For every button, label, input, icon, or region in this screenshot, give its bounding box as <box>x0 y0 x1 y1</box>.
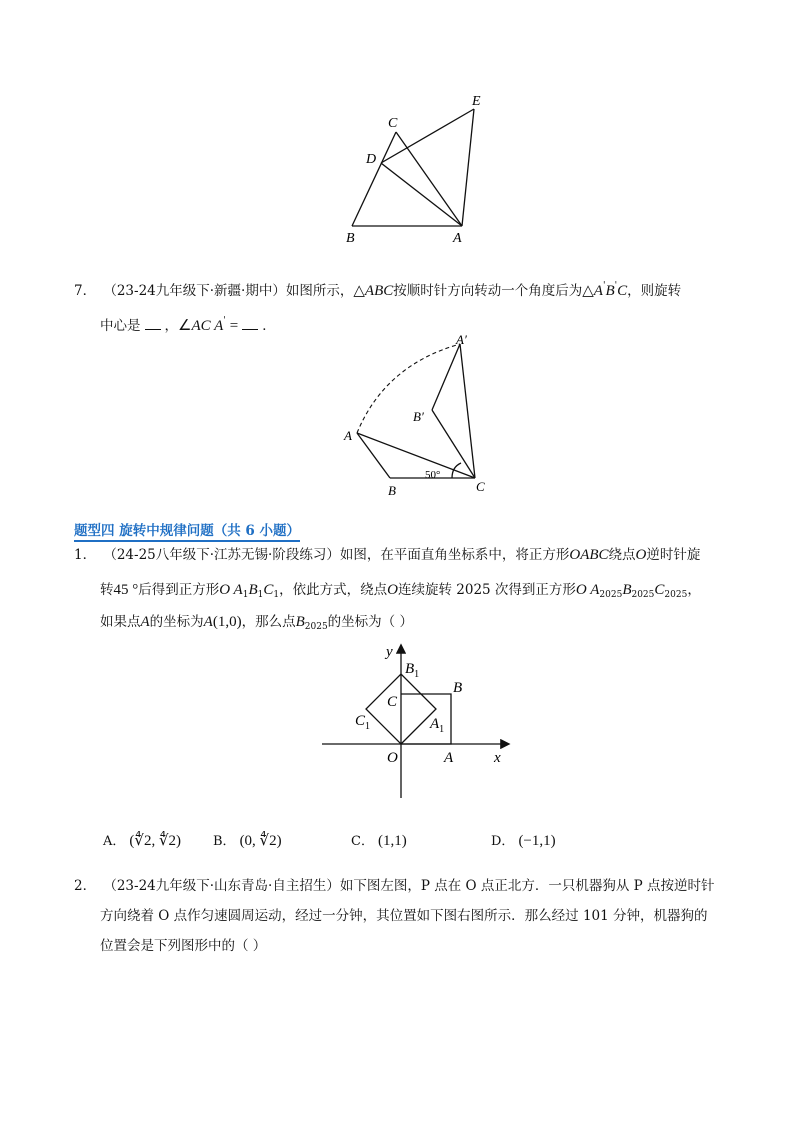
option-letter: C． <box>351 834 374 849</box>
label-x: x <box>494 750 501 766</box>
question-text: 的坐标为（ ） <box>327 614 413 630</box>
segment-b-c <box>352 132 396 226</box>
label-a: A <box>344 428 352 443</box>
question-text: 后得到正方形 <box>138 582 220 598</box>
math-oa: O A <box>219 582 243 598</box>
option-value: (1,1) <box>377 833 407 849</box>
question-source: （24-25八年级下·江苏无锡·阶段练习） <box>110 547 340 563</box>
math-a: A <box>140 614 150 630</box>
math-coordinate: (1,0) <box>212 614 242 630</box>
math-b: B <box>248 582 258 598</box>
question-text: ，依此方式，绕点 <box>279 582 388 598</box>
option-value: (0, ∜2) <box>239 833 282 849</box>
question-text: 如图，在平面直角坐标系中，将正方形 <box>339 547 570 563</box>
prime-mark: ' <box>223 316 226 326</box>
triangle-symbol: △ <box>353 283 365 299</box>
question-text: 按顺时针方向转动一个角度后为 <box>393 283 583 299</box>
question-2-line-2: 方向绕着 O 点作匀速圆周运动，经过一分钟，其位置如下图右图所示．那么经过 101 分钟，机器狗的 <box>100 908 708 924</box>
label-b: B <box>388 483 396 498</box>
math-degree: 45 ° <box>113 582 139 598</box>
question-text: 如果点 <box>100 614 141 630</box>
question-1-line-1 <box>74 545 700 565</box>
question-text: （23-24九年级下·山东青岛·自主招生）如下图左图，P 点在 O 点正北方．一只机器狗从 P 点按逆时针 <box>110 878 715 894</box>
figure-rotation-abc <box>330 330 510 500</box>
prime-mark: ' <box>614 281 618 291</box>
figure-coordinate-squares <box>310 640 520 805</box>
question-text: 连续旋转 2025 次得到正方形 <box>397 582 576 598</box>
math-b: B <box>622 582 632 598</box>
label-b1: $B_1$ <box>405 661 420 680</box>
question-7-line-1 <box>74 276 681 301</box>
label-y: y <box>386 644 393 660</box>
option-letter: B． <box>213 834 236 849</box>
question-text: 绕点 <box>608 547 636 563</box>
question-number: 7． <box>74 283 97 299</box>
math-a: A <box>593 283 603 299</box>
question-text: ，则旋转 <box>627 283 682 299</box>
subscript: 2025 <box>631 590 655 600</box>
punct: ， <box>164 318 178 334</box>
subscript: 2025 <box>304 622 328 632</box>
equals-sign: = <box>229 318 239 334</box>
option-letter: D． <box>491 834 515 849</box>
arc-dashed <box>357 344 460 433</box>
triangle-symbol: △ <box>582 283 594 299</box>
label-a: A <box>444 750 454 766</box>
option-value: (∜2, ∜2) <box>129 833 181 849</box>
question-number: 2． <box>74 878 97 894</box>
question-2-line-1 <box>74 876 715 896</box>
angle-symbol: ∠ <box>178 318 192 334</box>
subscript: 1 <box>242 590 249 600</box>
question-text: 逆时针旋 <box>646 547 701 563</box>
question-1-line-2 <box>100 580 701 605</box>
section-title: 题型四 旋转中规律问题（共 6 小题） <box>74 519 300 542</box>
label-c: C <box>387 694 398 710</box>
figure-triangle-cdeba <box>330 90 500 250</box>
segment-a-c <box>357 433 475 478</box>
label-e: E <box>472 94 481 109</box>
question-text: 如图所示， <box>285 283 354 299</box>
question-text: 转 <box>100 582 114 598</box>
subscript: 2025 <box>664 590 688 600</box>
label-a: A <box>453 231 462 246</box>
question-text: 中心是 <box>100 318 141 334</box>
math-oabc: OABC <box>569 547 609 563</box>
label-angle: 50° <box>425 469 441 481</box>
math-a: A <box>203 614 213 630</box>
punct: ， <box>687 582 701 598</box>
label-aprime: A′ <box>456 332 467 347</box>
segment-e-a <box>462 109 474 226</box>
option-letter: A． <box>103 834 126 849</box>
math-b: B <box>295 614 305 630</box>
question-text: ，那么点 <box>241 614 296 630</box>
math-o: O <box>635 547 647 563</box>
question-7-line-2 <box>100 311 276 336</box>
segment-d-a <box>381 163 462 226</box>
label-c1: $C_1$ <box>355 713 371 732</box>
option-c[interactable] <box>351 830 407 850</box>
answer-blank[interactable] <box>242 317 258 330</box>
label-a1: $A_1$ <box>430 716 445 735</box>
subscript: 1 <box>257 590 264 600</box>
subscript: 1 <box>273 590 280 600</box>
segment-aprime-bprime <box>432 344 460 410</box>
option-value: (−1,1) <box>518 833 556 849</box>
option-b[interactable] <box>213 830 282 850</box>
question-source: （23-24九年级下·新疆·期中） <box>110 283 286 299</box>
math-c: C <box>654 582 665 598</box>
math-abc: ABC <box>364 283 394 299</box>
question-text: 的坐标为 <box>149 614 204 630</box>
math-b: B <box>605 283 615 299</box>
math-o: O <box>387 582 398 598</box>
label-d: D <box>366 152 377 167</box>
label-b: B <box>346 231 355 246</box>
math-oa: O A <box>575 582 600 598</box>
question-2-line-3: 位置会是下列图形中的（ ） <box>100 938 267 954</box>
label-b: B <box>453 680 463 696</box>
punct: ． <box>262 318 276 334</box>
math-c: C <box>263 582 274 598</box>
answer-blank[interactable] <box>145 317 161 330</box>
math-c: C <box>617 283 628 299</box>
option-a[interactable] <box>103 830 181 850</box>
math-aca: AC A <box>191 318 224 334</box>
question-1-line-3 <box>100 612 413 637</box>
label-bprime: B′ <box>413 409 424 424</box>
subscript: 2025 <box>599 590 623 600</box>
option-d[interactable] <box>491 830 556 850</box>
prime-mark: ' <box>602 281 606 291</box>
label-c: C <box>476 479 485 494</box>
label-o: O <box>387 750 398 766</box>
question-number: 1． <box>74 547 97 563</box>
label-c: C <box>388 116 398 131</box>
segment-c-a <box>396 132 462 226</box>
